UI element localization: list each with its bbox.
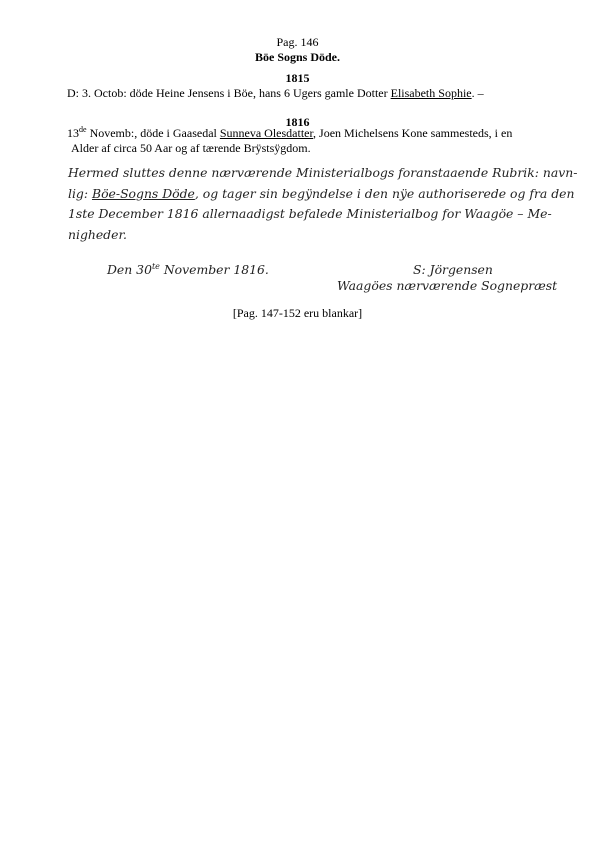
entry-text-end: . – <box>471 86 484 100</box>
signature-name: S: Jörgensen <box>413 262 493 277</box>
page-title: Böe Sogns Döde. <box>254 50 340 64</box>
entry-day: 13 <box>67 126 79 140</box>
entry-text: Novemb:, döde i Gaasedal <box>86 126 220 140</box>
closing-text-end: , og tager sin begÿndelse i den nÿe authoriserede og fra den <box>194 185 575 201</box>
closing-line-4: nigheder. <box>68 226 127 242</box>
closing-underlined: Böe-Sogns Döde <box>91 185 195 201</box>
entry-text-end: , Joen Michelsens Kone sammesteds, i en <box>313 126 513 140</box>
closing-line-1: Hermed sluttes denne nærværende Ministerialbogs foranstaaende Rubrik: navn- <box>68 165 578 180</box>
year-heading-1816: 1816 <box>285 115 310 129</box>
closing-line-3: 1ste December 1816 allernaadigst befalede Ministerialbog for Waagöe – Me- <box>68 206 552 221</box>
date-text-end: November 1816. <box>159 262 269 277</box>
signature-role: Waagöes nærværende Sognepræst <box>337 278 558 293</box>
year-heading-1815: 1815 <box>285 71 310 85</box>
entry-line-2: Alder af circa 50 Aar og af tærende Brÿstsÿgdom. <box>71 141 311 155</box>
footer-note: [Pag. 147-152 eru blankar] <box>232 306 363 320</box>
entry-name-underlined: Sunneva Olesdatter <box>219 126 314 140</box>
entry-day-suffix: de <box>79 125 87 134</box>
closing-text: lig: <box>68 185 92 201</box>
entry-1816 <box>67 126 537 156</box>
date-text: Den 30 <box>107 262 152 277</box>
closing-line-2 <box>68 184 575 205</box>
entry-1815 <box>67 86 537 101</box>
entry-line-1 <box>67 126 537 141</box>
entry-name-underlined: Elisabeth Sophie <box>390 86 472 100</box>
date-suffix: te <box>151 261 160 271</box>
signature-date <box>107 262 269 277</box>
page-reference: Pag. 146 <box>276 35 319 49</box>
closing-paragraph <box>68 163 578 245</box>
entry-text: D: 3. Octob: döde Heine Jensens i Böe, hans 6 Ugers gamle Dotter <box>67 86 391 100</box>
